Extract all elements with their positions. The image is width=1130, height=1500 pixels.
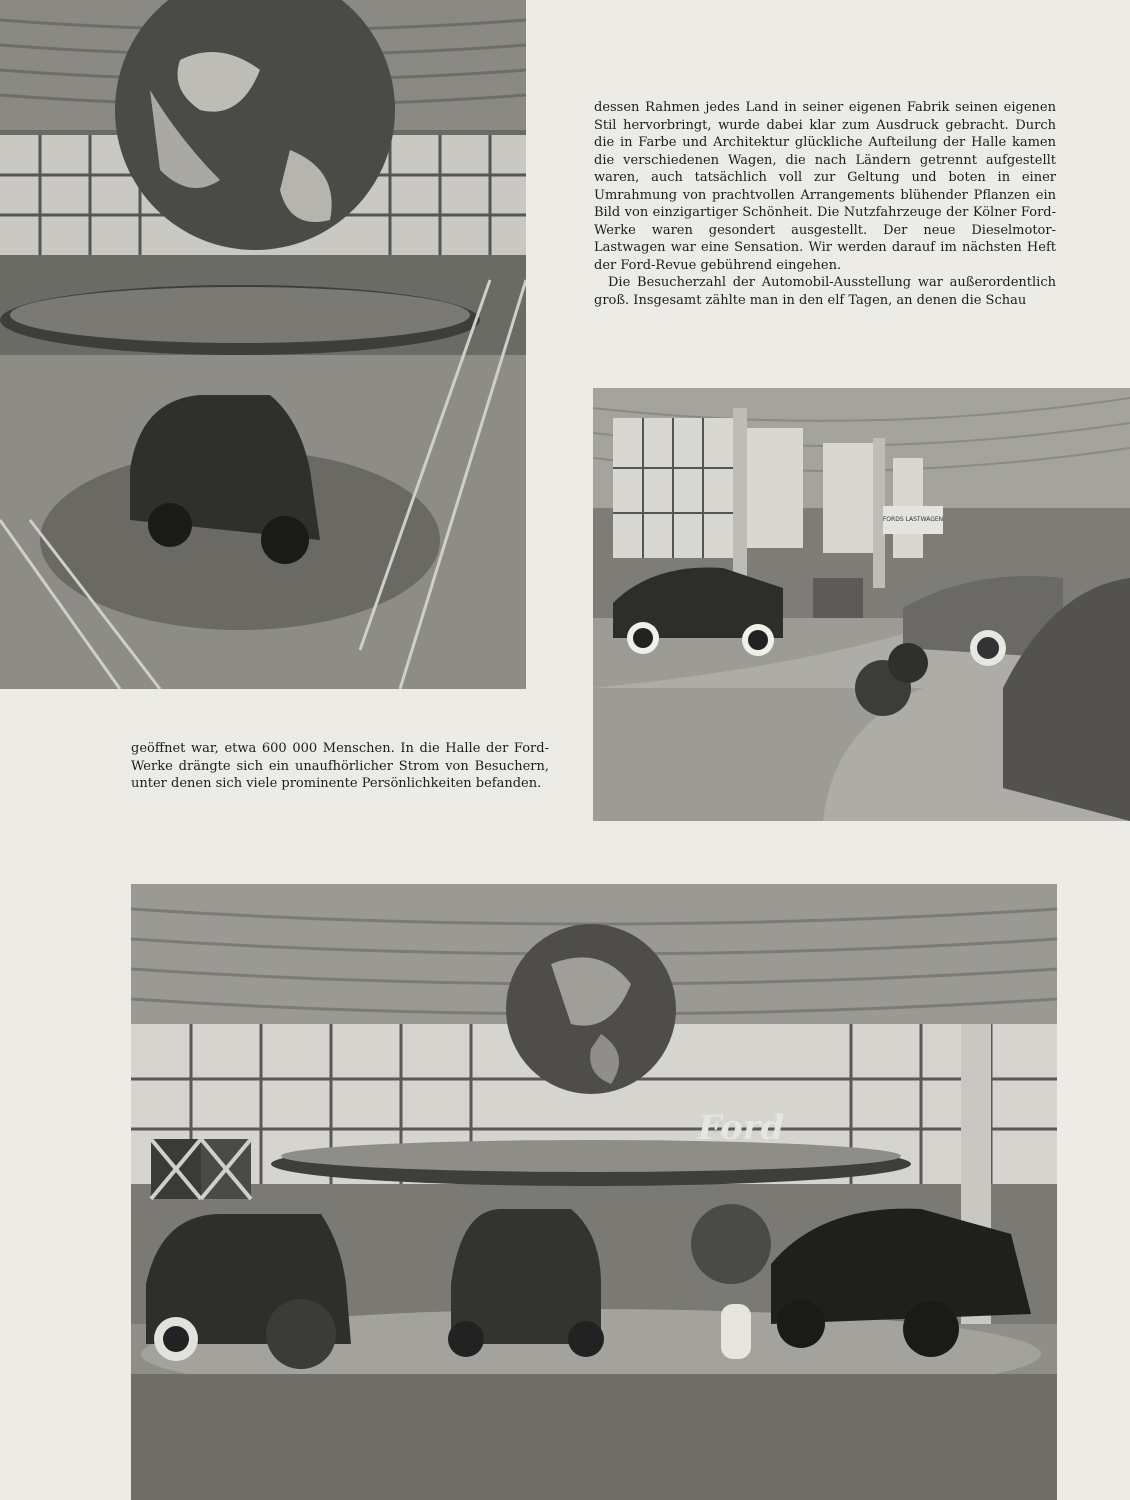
article-paragraph: Die Besucherzahl der Automobil-Ausstellung war außerordentlich groß. Insgesamt zählte man in den elf Tagen, an denen die Schau <box>594 275 1056 308</box>
photo-hall-cars <box>593 388 1130 821</box>
hall-sign-text: FORDS LASTWAGEN <box>882 516 944 523</box>
photo-ford-stand <box>131 884 1057 1500</box>
ford-logo-sign: Ford <box>697 1108 785 1148</box>
article-text-mid <box>131 740 549 793</box>
photo-globe-balcony <box>0 0 526 689</box>
article-text-top <box>594 99 1056 309</box>
article-paragraph: geöffnet war, etwa 600 000 Menschen. In die Halle der Ford-Werke drängte sich ein unaufhörlicher Strom von Besuchern, unter denen sich viele prominente Persönlichkeiten befanden. <box>131 741 549 791</box>
article-paragraph: dessen Rahmen jedes Land in seiner eigenen Fabrik seinen eigenen Stil hervorbringt, wurde dabei klar zum Ausdruck gebracht. Durch die in Farbe und Architektur glückliche Aufteilung der Halle kamen die verschiedenen Wagen, die nach Ländern getrennt aufgestellt waren, auch tatsächlich voll zur Geltung und boten in einer Umrahmung von prachtvollen Arrangements blühender Pflanzen ein Bild von einzigartiger Schönheit. Die Nutzfahrzeuge der Kölner Ford-Werke waren gesondert ausgestellt. Der neue Dieselmotor-Lastwagen war eine Sensation. Wir werden darauf im nächsten Heft der Ford-Revue gebührend eingehen. <box>594 100 1056 273</box>
